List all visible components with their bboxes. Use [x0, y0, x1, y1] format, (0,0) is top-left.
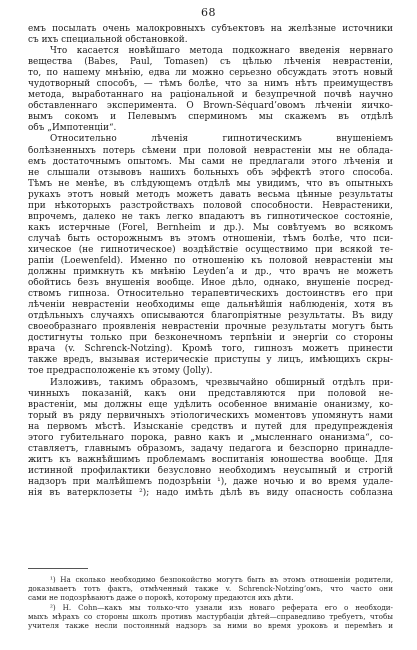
body-line: чудотворный способъ, — тѣмъ болѣе, что за нимъ нѣтъ преимуществъ	[28, 79, 393, 90]
body-line: обставленнаго эксперимента. О Brown-Séquard’овомъ лѣченіи яичко-	[28, 101, 393, 112]
body-line: при нѣкоторыхъ разстройствахъ половой способности. Неврастеники,	[28, 200, 393, 211]
body-line: врача (v. Schrenck-Notzing). Кромѣ того, гипнозъ можетъ принести	[28, 344, 393, 355]
body-line: вещества (Babes, Paul, Tomasen) съ цѣлью лѣченія неврастеніи,	[28, 57, 393, 68]
body-line: не слышали отзывовъ нашихъ больныхъ объ эффектѣ этого способа.	[28, 167, 393, 178]
body-line: метода, выработаннаго на раціональной и безупречной почвѣ научно	[28, 90, 393, 101]
body-line: случаѣ быть осторожнымъ въ этомъ отношеніи, тѣмъ болѣе, что пси-	[28, 233, 393, 244]
footnote-line: мыхъ мѣрахъ со стороны школъ противъ мастурбаціи дѣтей—справедливо требуетъ, чтобы	[28, 611, 393, 621]
body-line: рукахъ этотъ новый методъ можетъ давать весьма цѣнные результаты	[28, 189, 393, 200]
body-line: Относительно лѣченія гипнотическимъ внушеніемъ	[50, 134, 393, 145]
body-line: съ ихъ специальной обстановкой.	[28, 35, 188, 46]
body-line: емъ достаточнымъ опытомъ. Мы сами не предлагали этого лѣченія и	[28, 156, 393, 167]
page-number: 68	[201, 6, 216, 19]
body-line: торый въ ряду первичныхъ этіологическихъ моментовъ упомянутъ нами	[28, 410, 393, 421]
footnotes	[28, 575, 393, 630]
body-line: на первомъ мѣстѣ. Изысканіе средствъ и путей для предупрежденія	[28, 421, 393, 432]
body-line: объ „Импотенціи“.	[28, 123, 117, 134]
body-line: должны примкнуть къ мнѣнію Leyden’а и др., что врачъ не можетъ	[28, 267, 393, 278]
body-line: обойтись безъ внушенія вообще. Иное дѣло, однако, внушеніе посред-	[28, 278, 393, 289]
body-line: вымъ сокомъ и Пелевымъ сперминомъ мы скажемъ въ отдѣлѣ	[28, 112, 393, 123]
body-line: Тѣмъ не менѣе, въ слѣдующемъ отдѣлѣ мы увидимъ, что въ опытныхъ	[28, 178, 393, 189]
body-line: болѣзненныхъ потерь сѣмени при половой неврастеніи мы не облада-	[28, 145, 393, 156]
body-line: ствомъ гипноза. Относительно терапевтическихъ достоинствъ его при	[28, 289, 393, 300]
body-line: то, по нашему мнѣнію, едва ли можно серьезно обсуждать этотъ новый	[28, 68, 393, 79]
footnote-line: ¹) На сколько необходимо безпокойство могутъ быть въ этомъ отношеніи родители,	[50, 575, 393, 584]
body-line: какъ истерчные (Forel, Bernheim и др.). Мы совѣтуемъ во всякомъ	[28, 222, 393, 233]
body-line: рапіи (Loewenfeld). Именно по отношенію къ половой неврастеніи мы	[28, 255, 393, 266]
body-line: истинной профилактики безусловно необходимъ неусыпный и строгій	[28, 465, 393, 476]
body-line: надзоръ при малѣйшемъ подозрѣніи ¹), даже ночью и во время удале-	[28, 476, 393, 487]
body-line: чинныхъ показаній, какъ они представляются при половой не-	[28, 388, 393, 399]
body-line: отдѣльныхъ случаяхъ описываются благопріятные результаты. Въ виду	[28, 311, 393, 322]
body-line: также вредъ, вызывая истерическіе приступы у лицъ, имѣющихъ скры-	[28, 355, 393, 366]
body-line: лѣченіи неврастеніи необходимы еще дальнѣйшія наблюденія, хотя въ	[28, 300, 393, 311]
body-line: тое предрасположеніе къ этому (Jolly).	[28, 366, 213, 377]
body-line: своеобразнаго проявленія неврастеніи прочные результаты могутъ быть	[28, 322, 393, 333]
body-line: достигнуты только при безконечномъ терпѣніи и энергіи со стороны	[28, 333, 393, 344]
body-line: врастеніи, мы должны еще удѣлить особенное вниманіе онанизму, ко-	[28, 399, 393, 410]
footnote-line: учителя также несли постоянный надзоръ за ними во время уроковъ и перемѣнъ и	[28, 620, 393, 630]
footnote-divider	[28, 568, 88, 569]
footnote-line: ²) Н. Cohn—какъ мы только-что узнали изъ новаго реферата его о необходи-	[50, 602, 393, 612]
body-line: Что касается новѣйшаго метода подкожнаго введенія нервнаго	[50, 46, 393, 57]
body-line: нія въ ватерклозеты ²); надо имѣть дѣлѣ въ виду опасность соблазна	[28, 487, 393, 498]
body-line: ставляетъ, главнымъ образомъ, задачу педагога и безспорно принадле-	[28, 443, 393, 454]
body-line: этого губительнаго порока, равно какъ и „мысленнаго онанизма“, со-	[28, 432, 393, 443]
body-text	[28, 24, 393, 499]
footnote-line: сами не подозрѣваютъ даже о порокѣ, которому предаются ихъ дѣти.	[28, 593, 294, 603]
footnote-line: доказываетъ тотъ фактъ, отмѣченный также v. Schrenck-Notzing’омъ, что часто они	[28, 584, 393, 594]
body-line: емъ посылать очень малокровныхъ субъектовъ на желѣзные источники	[28, 24, 393, 34]
body-line: Изложивъ, такимъ образомъ, чрезвычайно обширный отдѣлъ при-	[50, 377, 393, 388]
body-line: впрочемъ, далеко не такъ легко впадаютъ въ гипнотическое состояніе,	[28, 211, 393, 222]
body-line: хическое (не гипнотическое) воздѣйствіе осуществимо при всякой те-	[28, 244, 393, 255]
body-line: житъ къ важнѣйшимъ проблемамъ воспитанія юношества вообще. Для	[28, 454, 393, 465]
